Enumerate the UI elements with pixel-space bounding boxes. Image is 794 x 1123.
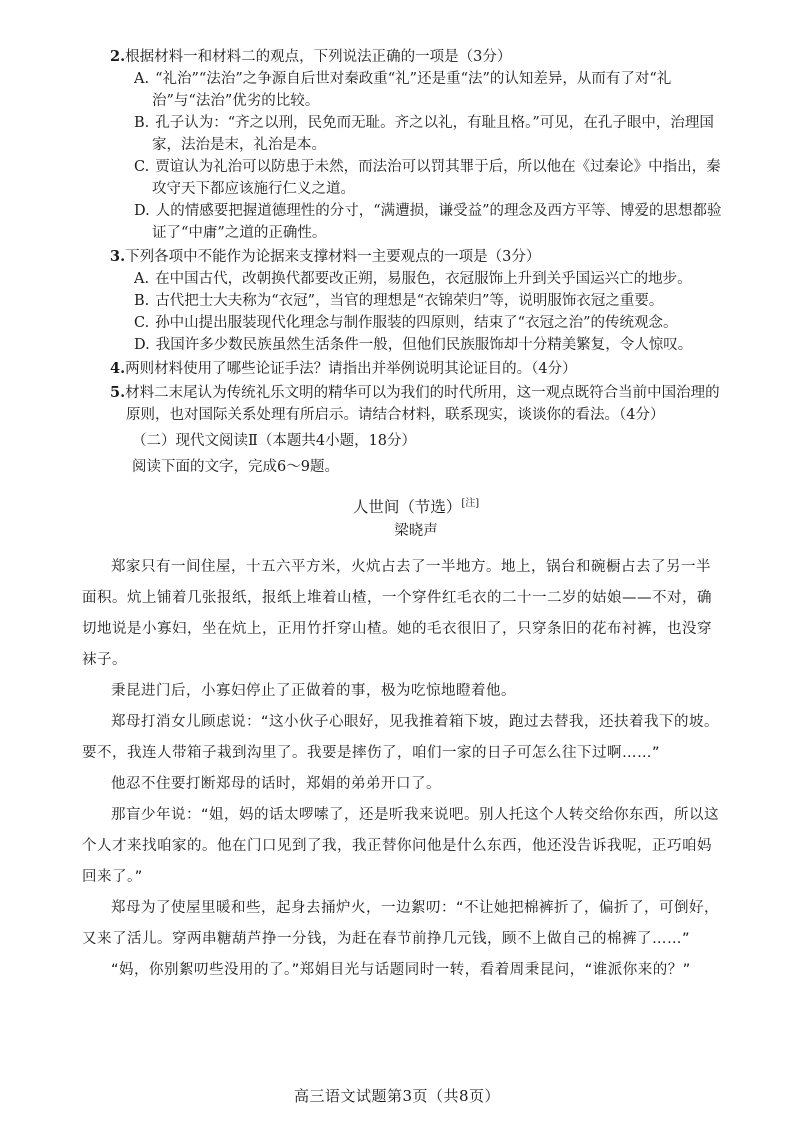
article-title-text: 人世间（节选） (352, 498, 462, 517)
option-a (134, 268, 722, 290)
question-number: 5. (110, 384, 126, 401)
section-instruction: 阅读下面的文字，完成6～9题。 (132, 459, 339, 475)
option-text: 在中国古代，改朝换代都要改正朔，易服色，衣冠服饰上升到关乎国运兴亡的地步。 (155, 271, 692, 287)
option-label: A. (134, 271, 150, 287)
footnote-marker: [注] (461, 498, 480, 509)
question-text: 根据材料一和材料二的观点，下列说法正确的一项是（3分） (125, 49, 512, 65)
option-a (134, 68, 722, 112)
option-d (134, 334, 722, 356)
question-number: 4. (110, 360, 126, 377)
option-text: 人的情感要把握道德理性的分寸，“满遭损，谦受益”的理念及西方平等、博爱的思想都验证了“中庸”之道的正确性。 (152, 203, 722, 241)
question-text: 两则材料使用了哪些论证手法？请指出并举例说明其论证目的。（4分） (125, 361, 577, 377)
option-label: D. (134, 203, 150, 219)
option-text: 孙中山提出服装现代化理念与制作服装的四原则，结束了“衣冠之治”的传统观念。 (155, 315, 678, 331)
option-label: B. (134, 115, 150, 131)
question-3 (110, 246, 722, 356)
question-stem (110, 382, 722, 426)
article-paragraph: 郑母打消女儿顾虑说：“这小伙子心眼好，见我推着箱下坡，跑过去替我，还扶着我下的坡。要不，我连人带箱子栽到沟里了。我要是摔伤了，咱们一家的日子可怎么往下过啊……” (82, 714, 720, 762)
question-stem (110, 246, 722, 268)
option-d (134, 200, 722, 244)
article-paragraph: 郑母为了使屋里暖和些，起身去捅炉火，一边絮叨：“不让她把棉裤折了，偏折了，可倒好，又来了活儿。穿两串糖葫芦挣一分钱，为赶在春节前挣几元钱，顾不上做自己的棉裤了……” (82, 900, 720, 948)
option-c (134, 156, 722, 200)
article-paragraph: “妈，你别絮叨些没用的了。”郑娟目光与话题同时一转，看着周秉昆问，“谁派你来的？” (111, 962, 691, 979)
option-text: 古代把士大夫称为“衣冠”，当官的理想是“衣锦荣归”等，说明服饰衣冠之重要。 (155, 293, 664, 309)
option-text: 贾谊认为礼治可以防患于未然，而法治可以罚其罪于后，所以他在《过秦论》中指出，秦攻守天下都应该施行仁义之道。 (152, 159, 721, 197)
question-text: 下列各项中不能作为论据来支撑材料一主要观点的一项是（3分） (125, 249, 541, 265)
article-title (110, 493, 722, 518)
article-author: 梁晓声 (394, 523, 438, 540)
option-label: C. (134, 315, 150, 331)
question-stem (110, 46, 722, 68)
option-label: A. (134, 71, 150, 87)
option-b (134, 112, 722, 156)
section-heading: （二）现代文阅读Ⅱ（本题共4小题，18分） (132, 433, 417, 449)
question-2 (110, 46, 722, 244)
question-number: 2. (110, 48, 126, 65)
option-b (134, 290, 722, 312)
option-label: C. (134, 159, 150, 175)
article-paragraph: 秉昆进门后，小寡妇停止了正做着的事，极为吃惊地瞪着他。 (111, 683, 516, 700)
option-text: 我国许多少数民族虽然生活条件一般，但他们民族服饰却十分精美繁复，令人惊叹。 (155, 337, 693, 353)
question-5 (110, 382, 722, 426)
question-text: 材料二末尾认为传统礼乐文明的精华可以为我们的时代所用，这一观点既符合当前中国治理的原则，也对国际关系处理有所启示。请结合材料，联系现实，谈谈你的看法。（4分） (125, 385, 720, 423)
article-body (82, 552, 722, 986)
option-text: 孔子认为：“齐之以刑，民免而无耻。齐之以礼，有耻且格。”可见，在孔子眼中，治理国家，法治是末，礼治是本。 (152, 115, 714, 153)
question-4 (110, 358, 722, 380)
option-c (134, 312, 722, 334)
option-text: “礼治”“法治”之争源自后世对秦政重“礼”还是重“法”的认知差异，从而有了对“礼治”与“法治”优劣的比较。 (152, 71, 672, 109)
article-paragraph: 那盲少年说：“姐，妈的话太啰嗦了，还是听我来说吧。别人托这个人转交给你东西，所以这个人才来找咱家的。他在门口见到了我，我正替你问他是什么东西，他还没告诉我呢，正巧咱妈回来了。” (82, 807, 720, 886)
question-number: 3. (110, 248, 126, 265)
question-stem (110, 358, 722, 380)
page-footer: 高三语文试题第3页（共8页） (293, 1087, 501, 1105)
article-paragraph: 他忍不住要打断郑母的话时，郑娟的弟弟开口了。 (111, 776, 441, 793)
option-label: D. (134, 337, 150, 353)
article-paragraph: 郑家只有一间住屋，十五六平方米，火炕占去了一半地方。地上，锅台和碗橱占去了另一半面积。炕上铺着几张报纸，报纸上堆着山楂，一个穿件红毛衣的二十一二岁的姑娘——不对，确切地说是小寡妇，坐在炕上，正用竹扦穿山楂。她的毛衣很旧了，只穿条旧的花布衬裤，也没穿袜子。 (82, 559, 712, 669)
option-label: B. (134, 293, 150, 309)
